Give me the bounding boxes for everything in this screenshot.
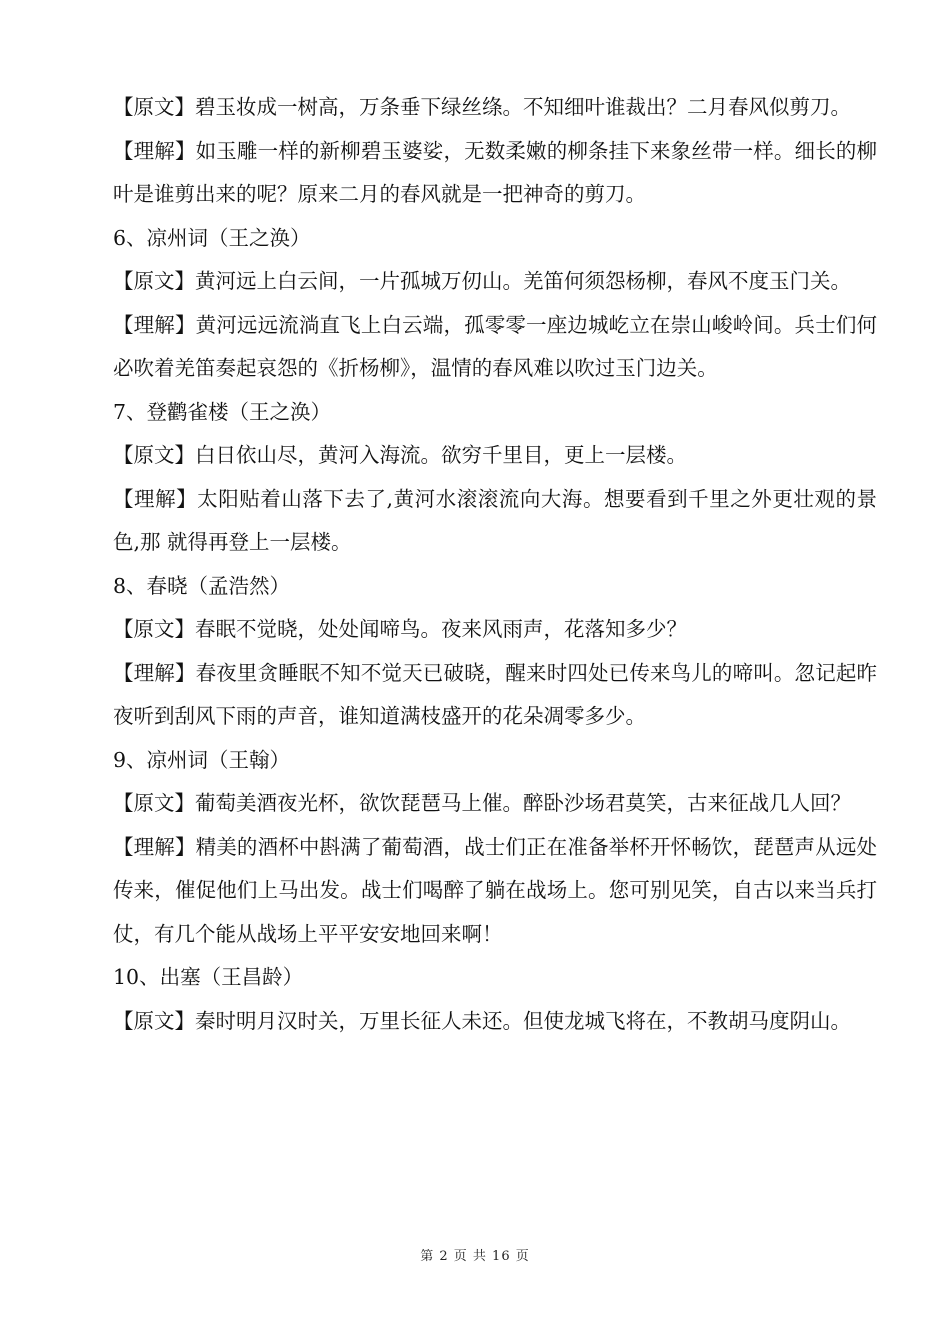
poem-original-text: 【原文】黄河远上白云间，一片孤城万仞山。羌笛何须怨杨柳，春风不度玉门关。 <box>113 269 851 293</box>
poem-heading: 8、春晓（孟浩然） <box>113 573 291 598</box>
poem-original-text: 【原文】春眠不觉晓，处处闻啼鸟。夜来风雨声，花落知多少？ <box>113 617 687 641</box>
page-number-footer: 第 2 页 共 16 页 <box>420 1249 530 1264</box>
poem-heading: 6、凉州词（王之涣） <box>113 225 311 250</box>
poem-heading: 9、凉州词（王翰） <box>113 747 291 772</box>
poem-original-text: 【原文】葡萄美酒夜光杯，欲饮琵琶马上催。醉卧沙场君莫笑，古来征战几人回？ <box>113 791 851 815</box>
poem-original-text: 【原文】碧玉妆成一树高，万条垂下绿丝绦。不知细叶谁裁出？二月春风似剪刀。 <box>113 95 851 119</box>
poem-original-text: 【原文】白日依山尽，黄河入海流。欲穷千里目，更上一层楼。 <box>113 443 687 467</box>
poem-interpretation-text: 【理解】精美的酒杯中斟满了葡萄酒，战士们正在准备举杯开怀畅饮，琵琶声从远处传来，催促他们上马出发。战士们喝醉了躺在战场上。您可别见笑，自古以来当兵打仗，有几个能从战场上平平安安地回来啊！ <box>113 834 877 946</box>
poem-heading: 10、出塞（王昌龄） <box>113 965 304 989</box>
poem-interpretation-text: 【理解】如玉雕一样的新柳碧玉婆娑，无数柔嫩的柳条挂下来象丝带一样。细长的柳叶是谁剪出来的呢？原来二月的春风就是一把神奇的剪刀。 <box>113 138 877 206</box>
poem-interpretation-text: 【理解】春夜里贪睡眠不知不觉天已破晓，醒来时四处已传来鸟儿的啼叫。忽记起昨夜听到刮风下雨的声音，谁知道满枝盛开的花朵凋零多少。 <box>113 660 877 728</box>
poem-interpretation-text: 【理解】太阳贴着山落下去了,黄河水滚滚流向大海。想要看到千里之外更壮观的景色,那 就得再登上一层楼。 <box>113 486 877 554</box>
document-body <box>113 86 877 1043</box>
poem-interpretation-text: 【理解】黄河远远流淌直飞上白云端，孤零零一座边城屹立在崇山峻岭间。兵士们何必吹着羌笛奏起哀怨的《折杨柳》，温情的春风难以吹过玉门边关。 <box>113 312 877 380</box>
poem-heading: 7、登鹳雀楼（王之涣） <box>113 399 332 424</box>
poem-original-text: 【原文】秦时明月汉时关，万里长征人未还。但使龙城飞将在，不教胡马度阴山。 <box>113 1008 851 1033</box>
